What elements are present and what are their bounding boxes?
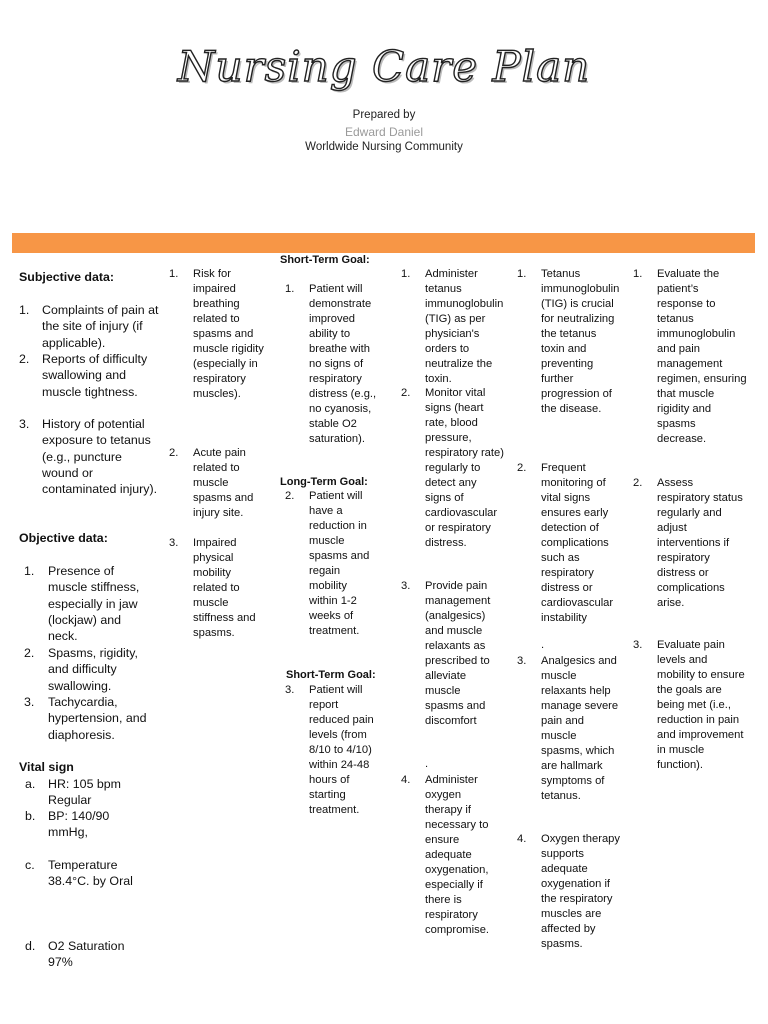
- long-term-goal-heading: Long-Term Goal:: [280, 476, 368, 488]
- document-title: Nursing Care Plan: [177, 42, 591, 91]
- table-header-band: [12, 233, 755, 253]
- subjective-heading: Subjective data:: [19, 270, 115, 284]
- objective-heading: Objective data:: [19, 531, 108, 545]
- vital-signs-heading: Vital sign: [19, 760, 74, 774]
- author-name: Edward Daniel: [344, 125, 424, 139]
- short-term-goal-heading: Short-Term Goal:: [280, 254, 370, 266]
- prepared-by-label: Prepared by: [352, 109, 416, 121]
- organization-name: Worldwide Nursing Community: [305, 141, 463, 153]
- short-term-goal-heading: Short-Term Goal:: [286, 669, 376, 681]
